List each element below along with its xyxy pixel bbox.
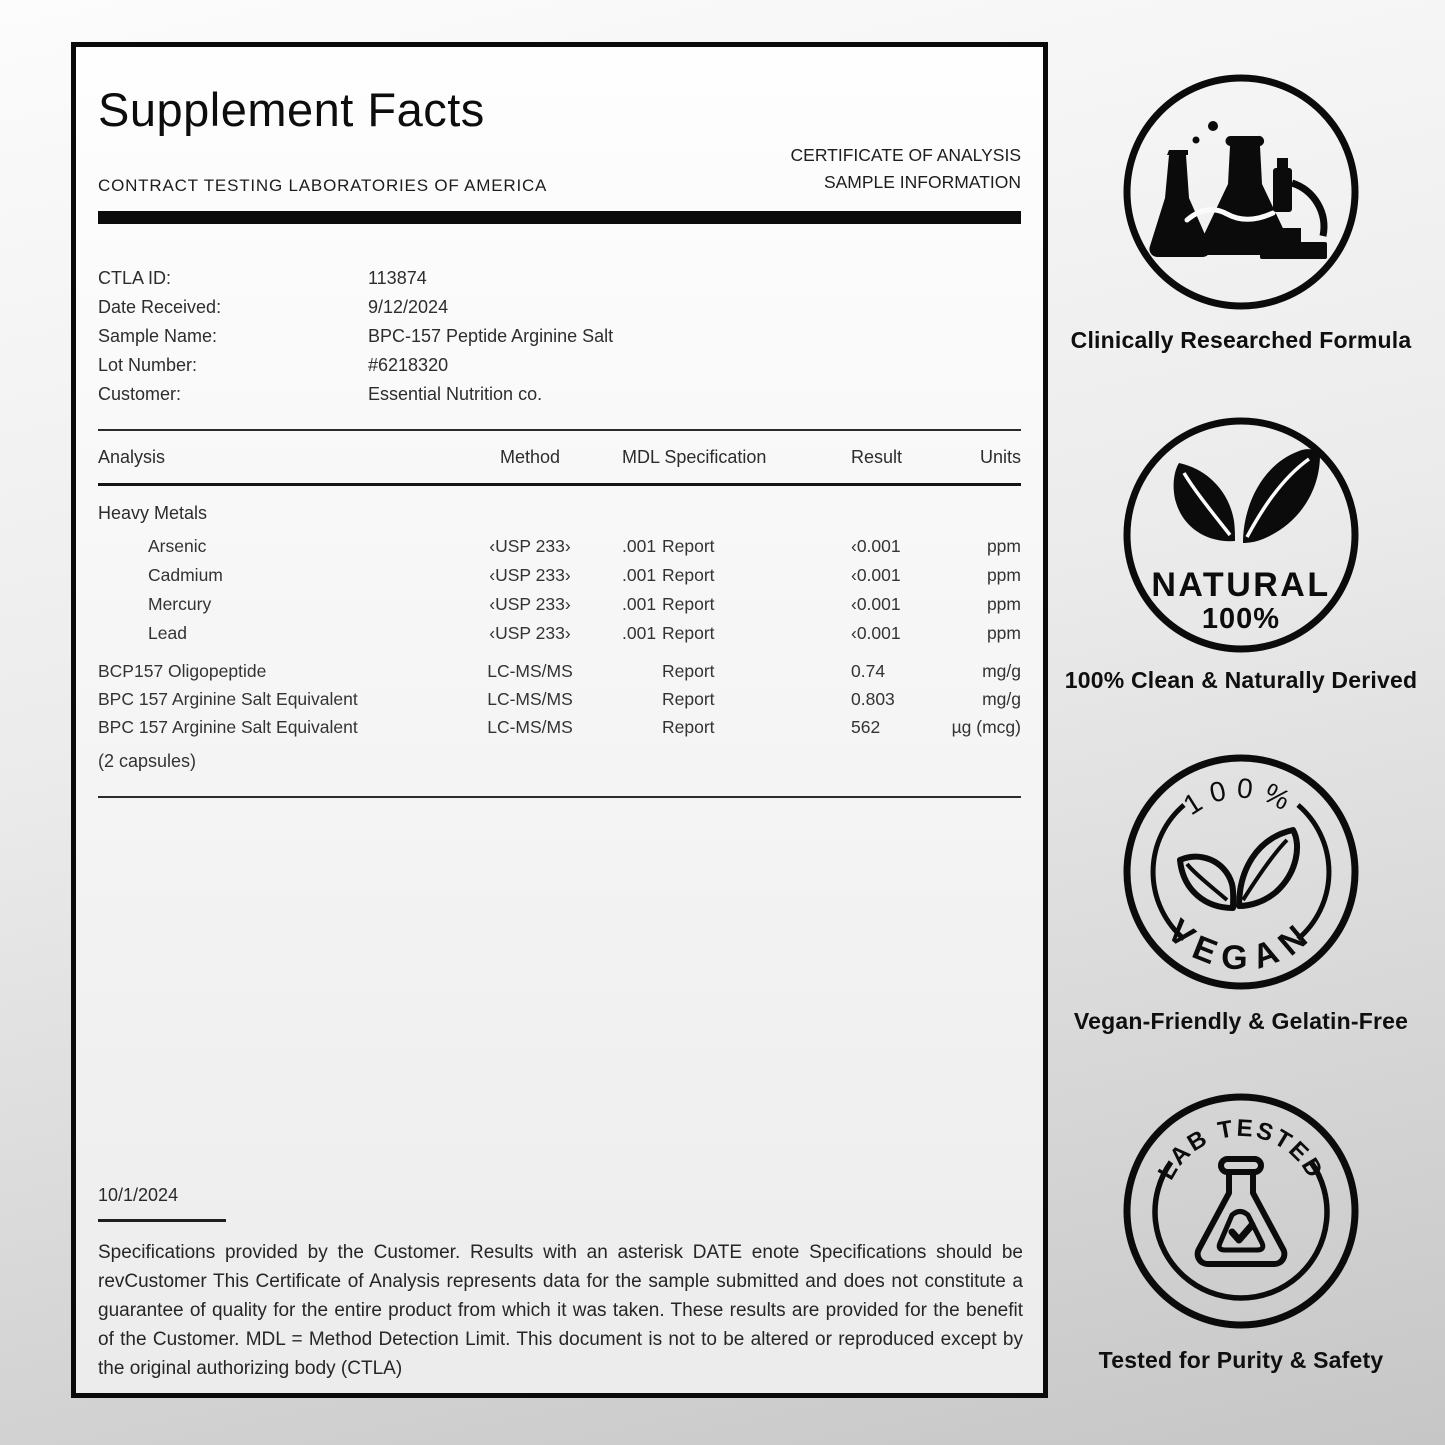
mdl-value: .001 xyxy=(622,623,657,644)
analysis-group-label: Heavy Metals xyxy=(98,503,208,524)
table-row xyxy=(98,657,1021,685)
info-label: Customer: xyxy=(98,384,182,405)
lab-tested-flask-icon xyxy=(1119,1089,1363,1333)
col-header-units: Units xyxy=(979,447,1021,468)
analysis-name: Arsenic xyxy=(148,536,207,557)
peptide-rows xyxy=(98,657,1021,741)
mdl-spec-cell xyxy=(590,685,830,713)
mdl-spec-cell xyxy=(590,713,830,741)
info-value: #6218320 xyxy=(368,355,449,376)
table-row-group xyxy=(98,486,1021,532)
mdl-spec-cell xyxy=(590,619,830,648)
vegan-arc-bottom-text: VEGAN xyxy=(1159,911,1323,978)
result-value: ‹0.001 xyxy=(851,565,901,586)
info-value: 113874 xyxy=(368,268,427,289)
info-row-customer xyxy=(98,380,1021,409)
units-value: ppm xyxy=(986,565,1021,586)
card-subheader xyxy=(98,142,1021,196)
lab-name: CONTRACT TESTING LABORATORIES OF AMERICA xyxy=(98,176,548,196)
certificate-card xyxy=(71,42,1048,1398)
col-header-analysis: Analysis xyxy=(98,447,166,468)
table-row xyxy=(98,561,1021,590)
result-value: ‹0.001 xyxy=(851,623,901,644)
svg-text:100% xyxy=(1178,772,1303,821)
badge-vegan xyxy=(1061,750,1421,1035)
badge-natural xyxy=(1061,413,1421,694)
mdl-value: .001 xyxy=(622,594,657,615)
result-value: 0.74 xyxy=(851,661,886,682)
mdl-spec-cell xyxy=(590,532,830,561)
info-label: Sample Name: xyxy=(98,326,218,347)
table-footnote: (2 capsules) xyxy=(98,751,197,772)
result-value: 0.803 xyxy=(851,689,895,710)
badge-label: Vegan-Friendly & Gelatin-Free xyxy=(1073,1008,1409,1034)
analysis-name: BCP157 Oligopeptide xyxy=(98,661,267,682)
result-value: ‹0.001 xyxy=(851,594,901,615)
method-value: ‹USP 233› xyxy=(489,565,571,586)
disclaimer-text: Specifications provided by the Customer. Results with an asterisk DATE enote Specifications should be revCustomer This Certificate of Analysis represents data for the sample submitted and does not constitute a guarantee of quality for the entire product from which it was taken. These results are provided for the benefit of the Customer. MDL = Method Detection Limit. This document is not to be altered or reproduced except by the original authorizing body (CTLA) xyxy=(98,1242,1023,1379)
mdl-value: .001 xyxy=(622,536,657,557)
lab-flasks-icon xyxy=(1119,70,1363,314)
info-value: 9/12/2024 xyxy=(368,297,449,318)
table-header xyxy=(98,431,1021,483)
spec-value: Report xyxy=(662,594,715,615)
spec-value: Report xyxy=(662,717,715,738)
analysis-name: BPC 157 Arginine Salt Equivalent xyxy=(98,689,358,710)
mdl-spec-cell xyxy=(590,561,830,590)
natural-text: NATURAL xyxy=(1151,566,1331,604)
page-title: Supplement Facts xyxy=(98,83,485,136)
table-row xyxy=(98,713,1021,741)
col-header-method: Method xyxy=(499,447,561,468)
units-value: ppm xyxy=(986,536,1021,557)
badge-lab-tested xyxy=(1061,1089,1421,1374)
method-value: LC-MS/MS xyxy=(487,689,573,710)
units-value: µg (mcg) xyxy=(951,717,1021,738)
report-date: 10/1/2024 xyxy=(98,1185,179,1205)
sample-info xyxy=(98,264,1021,409)
info-row-ctla-id xyxy=(98,264,1021,293)
method-value: ‹USP 233› xyxy=(489,594,571,615)
info-label: CTLA ID: xyxy=(98,268,172,289)
doc-type-line1: CERTIFICATE OF ANALYSIS xyxy=(790,145,1021,166)
result-value: 562 xyxy=(851,717,881,738)
info-row-sample-name xyxy=(98,322,1021,351)
spec-value: Report xyxy=(662,689,715,710)
mdl-value: .001 xyxy=(622,565,657,586)
col-header-result: Result xyxy=(851,447,903,468)
info-label: Lot Number: xyxy=(98,355,198,376)
spec-value: Report xyxy=(662,661,715,682)
badge-label: 100% Clean & Naturally Derived xyxy=(1064,667,1418,693)
mdl-spec-cell xyxy=(590,590,830,619)
lab-tested-arc-text: LAB TESTED xyxy=(1152,1114,1330,1185)
table-row xyxy=(98,590,1021,619)
vegan-leaves-icon xyxy=(1119,750,1363,994)
result-value: ‹0.001 xyxy=(851,536,901,557)
table-bottom-rule xyxy=(98,796,1021,798)
spec-value: Report xyxy=(662,623,715,644)
info-label: Date Received: xyxy=(98,297,222,318)
badge-label: Tested for Purity & Safety xyxy=(1098,1347,1384,1373)
info-row-lot-number xyxy=(98,351,1021,380)
spec-value: Report xyxy=(662,536,715,557)
table-row xyxy=(98,685,1021,713)
vegan-arc-top-text: 100% xyxy=(1177,772,1304,822)
natural-leaves-icon xyxy=(1119,413,1363,657)
analysis-name: Mercury xyxy=(148,594,212,615)
mdl-spec-cell xyxy=(590,657,830,685)
badge-clinically-researched xyxy=(1061,70,1421,354)
method-value: LC-MS/MS xyxy=(487,717,573,738)
natural-100-text: 100% xyxy=(1201,603,1281,635)
analysis-name: Lead xyxy=(148,623,187,644)
analysis-name: Cadmium xyxy=(148,565,223,586)
doc-type-block xyxy=(791,142,1021,196)
units-value: ppm xyxy=(986,623,1021,644)
units-value: ppm xyxy=(986,594,1021,615)
doc-type-line2: SAMPLE INFORMATION xyxy=(823,172,1021,193)
info-value: Essential Nutrition co. xyxy=(368,384,543,405)
table-row xyxy=(98,532,1021,561)
units-value: mg/g xyxy=(982,661,1021,682)
divider-bar xyxy=(98,211,1021,224)
method-value: ‹USP 233› xyxy=(489,623,571,644)
signature-line xyxy=(98,1219,226,1222)
badge-label: Clinically Researched Formula xyxy=(1070,327,1412,353)
method-value: LC-MS/MS xyxy=(487,661,573,682)
info-value: BPC-157 Peptide Arginine Salt xyxy=(368,326,614,347)
spec-value: Report xyxy=(662,565,715,586)
method-value: ‹USP 233› xyxy=(489,536,571,557)
info-row-date-received xyxy=(98,293,1021,322)
col-header-mdl-specification: MDL Specification xyxy=(622,447,767,468)
analysis-name: BPC 157 Arginine Salt Equivalent xyxy=(98,717,358,738)
units-value: mg/g xyxy=(982,689,1021,710)
table-row xyxy=(98,619,1021,648)
